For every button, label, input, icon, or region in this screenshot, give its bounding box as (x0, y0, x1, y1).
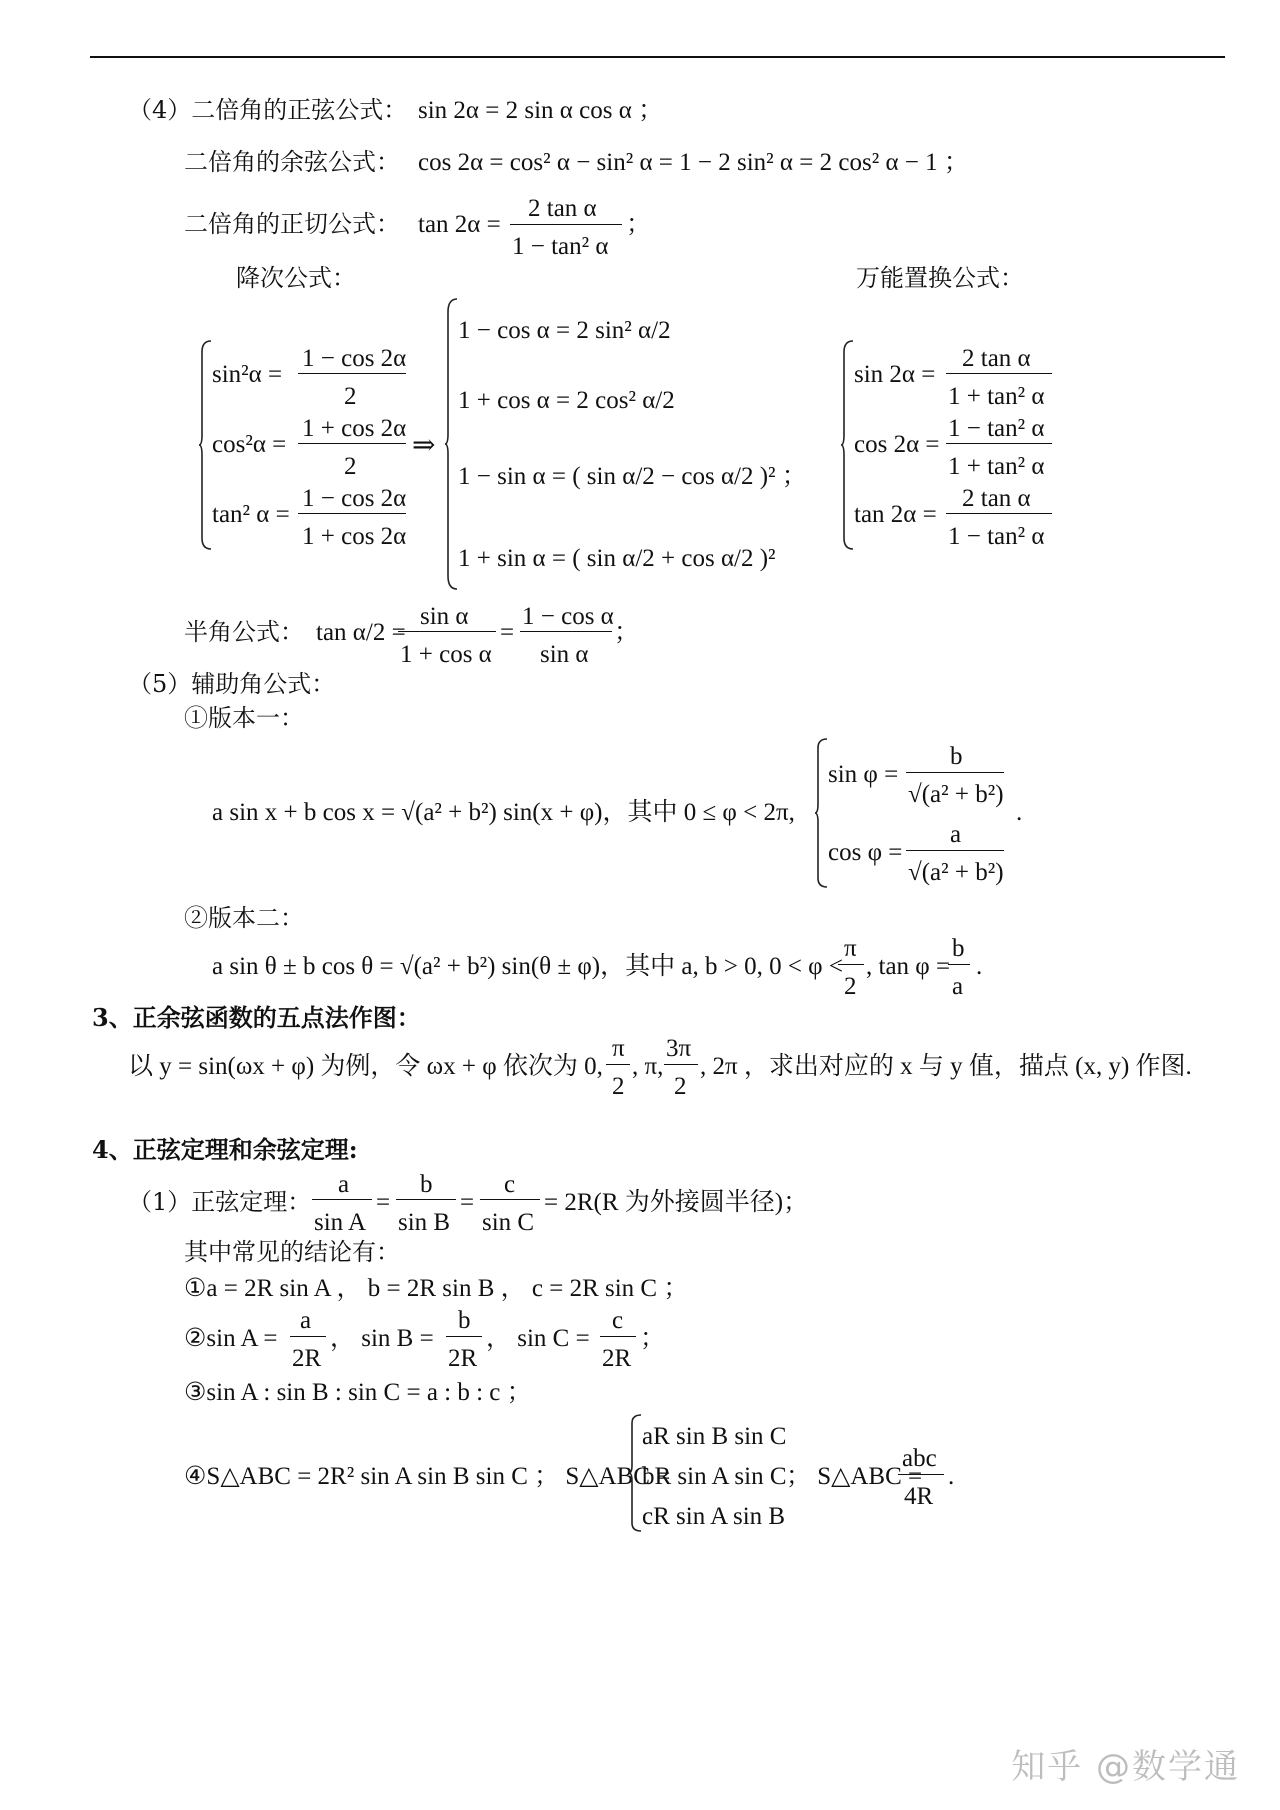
common-conclusions-label: 其中常见的结论有： (184, 1238, 400, 1266)
version-one-sin-bar (906, 772, 1004, 773)
universal-row2-bar (946, 443, 1052, 444)
conclusion-4-pre: ④S△ABC = 2R² sin A sin B sin C ； S△ABC = (184, 1463, 671, 1490)
double-angle-tangent-end: ； (626, 211, 652, 238)
conclusion-1: ①a = 2R sin A ， b = 2R sin B ， c = 2R sin C ； (184, 1275, 689, 1302)
conclusion-2-2R-b: 2R (448, 1345, 478, 1372)
conclusion-4-sys-2: bR sin A sin C (642, 1463, 787, 1490)
version-two-b: b (952, 935, 965, 962)
version-two-pi-bar (838, 964, 864, 965)
implies-arrow: ⇒ (412, 430, 436, 461)
five-point-f2-bar (664, 1064, 698, 1065)
sine-law-tail: = 2R(R 为外接圆半径)； (544, 1189, 809, 1216)
version-two-end: . (976, 953, 983, 980)
five-point-mid: , π, (632, 1053, 664, 1080)
double-angle-tangent-label: 二倍角的正切公式： (184, 210, 400, 238)
reduction-row1-den: 2 (344, 383, 357, 410)
half-angle-label: 半角公式： (184, 618, 304, 646)
sine-cosine-law-title: 4、正弦定理和余弦定理: (92, 1135, 358, 1164)
conclusion-2-mid2: ， sin C = (486, 1325, 590, 1352)
conclusion-2-2R-c: 2R (602, 1345, 632, 1372)
reduction-right-row4: 1 + sin α = ( sin α/2 + cos α/2 )² (458, 545, 776, 572)
version-one-sin-lhs: sin φ = (828, 761, 899, 788)
reduction-formulas-title: 降次公式： (236, 264, 356, 292)
reduction-row2-den: 2 (344, 453, 357, 480)
sine-law-sinB: sin B (398, 1209, 451, 1236)
universal-row3-lhs: tan 2α = (854, 501, 937, 528)
reduction-right-row2: 1 + cos α = 2 cos² α/2 (458, 387, 675, 414)
conclusion-2-mid1: ， sin B = (330, 1325, 434, 1352)
reduction-row2-bar (298, 443, 406, 444)
reduction-row3-lhs: tan² α = (212, 501, 290, 528)
reduction-row2-num: 1 + cos 2α (302, 415, 407, 442)
conclusion-2-bar-a (290, 1336, 326, 1337)
conclusion-2-b: b (458, 1307, 471, 1334)
double-angle-tangent-lhs: tan 2α = (418, 211, 501, 238)
five-point-text-post: , 2π ，求出对应的 x 与 y 值，描点 (x, y) 作图. (700, 1053, 1192, 1080)
five-point-title: 3、正余弦函数的五点法作图： (92, 1003, 421, 1032)
universal-row3-num: 2 tan α (962, 485, 1031, 512)
universal-row1-bar (946, 373, 1052, 374)
conclusion-4-sys-3: cR sin A sin B (642, 1503, 786, 1530)
conclusion-2-a: a (300, 1307, 312, 1334)
version-two-formula: a sin θ ± b cos θ = √(a² + b²) sin(θ ± φ)，其中 a, b > 0, 0 < φ < (212, 953, 843, 980)
universal-row2-den: 1 + tan² α (948, 453, 1045, 480)
double-angle-tangent-den: 1 − tan² α (512, 233, 609, 260)
reduction-right-row3: 1 − sin α = ( sin α/2 − cos α/2 )² ； (458, 463, 807, 490)
reduction-row3-bar (298, 513, 406, 514)
conclusion-2-2R-a: 2R (292, 1345, 322, 1372)
version-one-cos-lhs: cos φ = (828, 839, 903, 866)
five-point-f2-num: 3π (666, 1035, 692, 1062)
universal-row1-den: 1 + tan² α (948, 383, 1045, 410)
conclusion-4-sys-1: aR sin B sin C (642, 1423, 787, 1450)
version-one-cos-bar (906, 850, 1004, 851)
version-one-end: . (1016, 799, 1023, 826)
watermark: 知乎 @数学通 (1011, 1747, 1240, 1787)
double-angle-sine-label: （4）二倍角的正弦公式： (128, 96, 408, 124)
universal-row1-num: 2 tan α (962, 345, 1031, 372)
reduction-row1-lhs: sin²α = (212, 361, 283, 388)
version-one-cos-num: a (950, 821, 962, 848)
double-angle-tangent-bar (510, 224, 622, 225)
sine-law-eq2: = (460, 1189, 475, 1216)
conclusion-3: ③sin A : sin B : sin C = a : b : c ； (184, 1379, 532, 1406)
auxiliary-angle-title: （5）辅助角公式： (128, 670, 336, 698)
conclusion-2-bar-c (600, 1336, 636, 1337)
version-one-label: ①版本一： (184, 704, 304, 732)
universal-brace (840, 340, 854, 550)
universal-row3-bar (946, 513, 1052, 514)
reduction-right-brace (444, 298, 458, 590)
double-angle-cosine-formula: cos 2α = cos² α − sin² α = 1 − 2 sin² α = 2 cos² α − 1 ； (418, 149, 969, 176)
five-point-f2-den: 2 (674, 1073, 687, 1100)
double-angle-tangent-num: 2 tan α (528, 195, 597, 222)
reduction-row3-num: 1 − cos 2α (302, 485, 407, 512)
conclusion-4-end: . (948, 1463, 955, 1490)
sine-law-bar-b (396, 1199, 456, 1200)
version-one-formula: a sin x + b cos x = √(a² + b²) sin(x + φ)，其中 0 ≤ φ < 2π, (212, 799, 795, 826)
conclusion-2-pre: ②sin A = (184, 1325, 278, 1352)
top-rule (90, 56, 1225, 58)
half-angle-end: ； (614, 619, 640, 646)
half-angle-f1-bar (398, 631, 496, 632)
version-two-pi-num: π (844, 935, 857, 962)
universal-row2-num: 1 − tan² α (948, 415, 1045, 442)
version-two-a: a (952, 973, 964, 1000)
version-two-frac-bar (948, 964, 970, 965)
version-two-tan: , tan φ = (866, 953, 951, 980)
version-one-cos-den: √(a² + b²) (908, 859, 1004, 886)
conclusion-4-num: abc (902, 1445, 937, 1472)
conclusion-2-bar-b (446, 1336, 482, 1337)
five-point-f1-num: π (612, 1035, 625, 1062)
sine-law-b: b (420, 1171, 433, 1198)
reduction-row2-lhs: cos²α = (212, 431, 287, 458)
half-angle-lhs: tan α/2 = (316, 619, 406, 646)
conclusion-4-mid: ； S△ABC = (786, 1463, 923, 1490)
sine-law-c: c (504, 1171, 516, 1198)
sine-law-bar-c (480, 1199, 540, 1200)
sine-law-sinC: sin C (482, 1209, 535, 1236)
five-point-f1-den: 2 (612, 1073, 625, 1100)
conclusion-2-c: c (612, 1307, 624, 1334)
half-angle-f2-num: 1 − cos α (522, 603, 614, 630)
universal-row2-lhs: cos 2α = (854, 431, 940, 458)
version-one-sin-den: √(a² + b²) (908, 781, 1004, 808)
universal-row1-lhs: sin 2α = (854, 361, 936, 388)
half-angle-f2-den: sin α (540, 641, 589, 668)
version-one-sin-num: b (950, 743, 963, 770)
half-angle-f1-den: 1 + cos α (400, 641, 492, 668)
conclusion-2-end: ； (640, 1325, 666, 1352)
sine-law-bar-a (312, 1199, 372, 1200)
reduction-row3-den: 1 + cos 2α (302, 523, 407, 550)
sine-law-eq1: = (376, 1189, 391, 1216)
conclusion-4-den: 4R (904, 1483, 934, 1510)
sine-law-label: （1）正弦定理： (128, 1188, 312, 1216)
reduction-row1-num: 1 − cos 2α (302, 345, 407, 372)
version-two-pi-den: 2 (844, 973, 857, 1000)
double-angle-sine-formula: sin 2α = 2 sin α cos α ； (418, 97, 664, 124)
reduction-left-brace (198, 340, 212, 550)
version-two-label: ②版本二： (184, 904, 304, 932)
reduction-row1-bar (298, 373, 406, 374)
conclusion-4-bar (898, 1474, 944, 1475)
universal-row3-den: 1 − tan² α (948, 523, 1045, 550)
five-point-f1-bar (606, 1064, 630, 1065)
sine-law-sinA: sin A (314, 1209, 367, 1236)
double-angle-cosine-label: 二倍角的余弦公式： (184, 148, 400, 176)
half-angle-f2-bar (520, 631, 612, 632)
half-angle-f1-num: sin α (420, 603, 469, 630)
universal-substitution-title: 万能置换公式： (856, 264, 1024, 292)
sine-law-a: a (338, 1171, 350, 1198)
half-angle-eq: = (500, 619, 515, 646)
conclusion-4-brace (628, 1414, 642, 1532)
five-point-text-pre: 以 y = sin(ωx + φ) 为例，令 ωx + φ 依次为 0, (128, 1053, 603, 1080)
reduction-right-row1: 1 − cos α = 2 sin² α/2 (458, 317, 671, 344)
version-one-brace (814, 738, 828, 888)
